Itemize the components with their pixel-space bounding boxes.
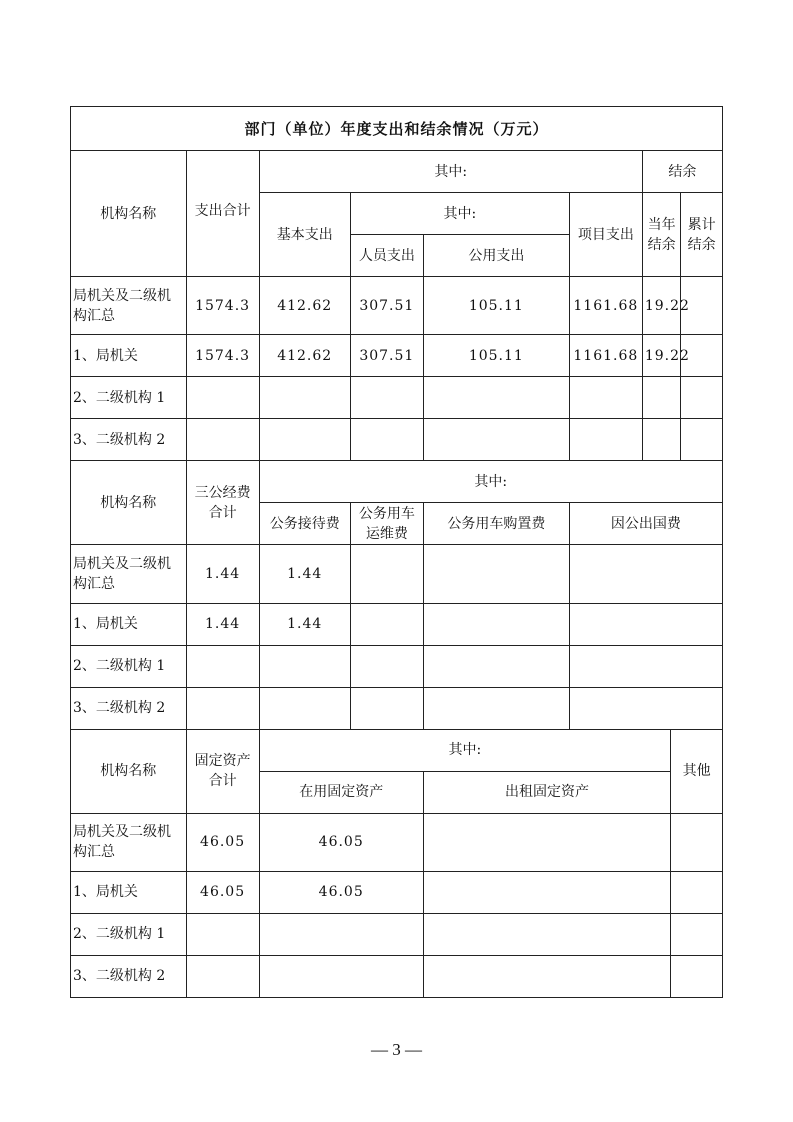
s2-row-total xyxy=(186,687,259,729)
s2-row-reception xyxy=(259,687,350,729)
s2-row-total: 1.44 xyxy=(186,545,259,603)
s1-row-org: 局机关及二级机构汇总 xyxy=(71,277,187,335)
s3-row-in-use: 46.05 xyxy=(259,871,423,913)
s2-row-vehicle-purchase xyxy=(423,687,569,729)
s1-row-project xyxy=(569,377,642,419)
table-row xyxy=(71,277,723,335)
s1-row-public: 105.11 xyxy=(423,277,569,335)
s1-row-project xyxy=(569,419,642,461)
s2-header-vehicle-ops: 公务用车运维费 xyxy=(350,503,423,545)
s1-row-public xyxy=(423,377,569,419)
table-row xyxy=(71,603,723,645)
s1-row-total: 1574.3 xyxy=(186,335,259,377)
s3-row-in-use: 46.05 xyxy=(259,813,423,871)
s1-header-project: 项目支出 xyxy=(569,193,642,277)
s1-row-org: 2、二级机构 1 xyxy=(71,377,187,419)
s2-header-vehicle-purchase: 公务用车购置费 xyxy=(423,503,569,545)
s1-row-personnel xyxy=(350,377,423,419)
s3-row-total: 46.05 xyxy=(186,813,259,871)
s2-row-abroad xyxy=(569,687,722,729)
s2-row-total: 1.44 xyxy=(186,603,259,645)
s1-header-org: 机构名称 xyxy=(71,151,187,277)
s3-header-other: 其他 xyxy=(671,729,723,813)
s2-row-org: 局机关及二级机构汇总 xyxy=(71,545,187,603)
s1-row-accum-balance xyxy=(681,377,723,419)
s2-row-vehicle-purchase xyxy=(423,545,569,603)
s3-row-org: 1、局机关 xyxy=(71,871,187,913)
s3-row-org: 局机关及二级机构汇总 xyxy=(71,813,187,871)
s2-row-abroad xyxy=(569,603,722,645)
s2-row-reception: 1.44 xyxy=(259,603,350,645)
s2-row-org: 3、二级机构 2 xyxy=(71,687,187,729)
s1-row-year-balance: 19.22 xyxy=(642,335,681,377)
s2-row-org: 2、二级机构 1 xyxy=(71,645,187,687)
s2-row-vehicle-purchase xyxy=(423,603,569,645)
s1-row-personnel xyxy=(350,419,423,461)
s2-row-abroad xyxy=(569,545,722,603)
s1-header-balance: 结余 xyxy=(642,151,722,193)
s2-header-org: 机构名称 xyxy=(71,461,187,545)
table-row xyxy=(71,871,723,913)
s3-row-rented xyxy=(423,955,670,997)
s3-row-rented xyxy=(423,813,670,871)
s1-row-personnel: 307.51 xyxy=(350,335,423,377)
s2-row-vehicle-ops xyxy=(350,645,423,687)
s1-row-basic xyxy=(259,377,350,419)
s3-row-org: 2、二级机构 1 xyxy=(71,913,187,955)
s3-row-total xyxy=(186,955,259,997)
s3-row-rented xyxy=(423,913,670,955)
s1-header-sub-of-which: 其中: xyxy=(350,193,569,235)
s1-header-public: 公用支出 xyxy=(423,235,569,277)
table-row xyxy=(71,545,723,603)
s2-row-reception xyxy=(259,645,350,687)
s2-row-org: 1、局机关 xyxy=(71,603,187,645)
s2-header-total: 三公经费合计 xyxy=(186,461,259,545)
s1-row-total: 1574.3 xyxy=(186,277,259,335)
s2-row-vehicle-purchase xyxy=(423,645,569,687)
s1-row-year-balance xyxy=(642,377,681,419)
s2-header-abroad: 因公出国费 xyxy=(569,503,722,545)
s2-row-reception: 1.44 xyxy=(259,545,350,603)
page-number: — 3 — xyxy=(371,1040,422,1059)
s1-row-project: 1161.68 xyxy=(569,335,642,377)
s2-row-vehicle-ops xyxy=(350,603,423,645)
s3-header-of-which: 其中: xyxy=(259,729,671,771)
s1-row-basic xyxy=(259,419,350,461)
s3-row-in-use xyxy=(259,955,423,997)
s3-row-other xyxy=(671,955,723,997)
table-row xyxy=(71,645,723,687)
table-row xyxy=(71,419,723,461)
s2-header-reception: 公务接待费 xyxy=(259,503,350,545)
s1-row-accum-balance xyxy=(681,419,723,461)
s1-row-basic: 412.62 xyxy=(259,277,350,335)
s1-header-year-balance: 当年结余 xyxy=(642,193,681,277)
table-title: 部门（单位）年度支出和结余情况（万元） xyxy=(71,107,723,151)
s3-row-other xyxy=(671,813,723,871)
s1-row-org: 1、局机关 xyxy=(71,335,187,377)
s3-header-org: 机构名称 xyxy=(71,729,187,813)
s1-row-total xyxy=(186,377,259,419)
s3-row-total xyxy=(186,913,259,955)
s2-row-vehicle-ops xyxy=(350,545,423,603)
table-row xyxy=(71,687,723,729)
s1-header-total: 支出合计 xyxy=(186,151,259,277)
s3-row-other xyxy=(671,913,723,955)
s3-row-in-use xyxy=(259,913,423,955)
s3-row-org: 3、二级机构 2 xyxy=(71,955,187,997)
table-row xyxy=(71,335,723,377)
expenditure-table xyxy=(70,106,723,998)
s2-row-vehicle-ops xyxy=(350,687,423,729)
s1-row-public: 105.11 xyxy=(423,335,569,377)
s1-header-basic: 基本支出 xyxy=(259,193,350,277)
s2-header-of-which: 其中: xyxy=(259,461,722,503)
s1-row-year-balance: 19.22 xyxy=(642,277,681,335)
s1-header-of-which: 其中: xyxy=(259,151,642,193)
s1-row-project: 1161.68 xyxy=(569,277,642,335)
s3-header-in-use: 在用固定资产 xyxy=(259,771,423,813)
s1-row-personnel: 307.51 xyxy=(350,277,423,335)
s1-header-personnel: 人员支出 xyxy=(350,235,423,277)
s3-header-rented: 出租固定资产 xyxy=(423,771,670,813)
s2-row-total xyxy=(186,645,259,687)
table-row xyxy=(71,913,723,955)
s3-header-total: 固定资产合计 xyxy=(186,729,259,813)
s1-row-public xyxy=(423,419,569,461)
s3-row-rented xyxy=(423,871,670,913)
s1-row-total xyxy=(186,419,259,461)
s1-header-accum-balance: 累计结余 xyxy=(681,193,723,277)
s3-row-total: 46.05 xyxy=(186,871,259,913)
table-row xyxy=(71,813,723,871)
s1-row-year-balance xyxy=(642,419,681,461)
s1-row-basic: 412.62 xyxy=(259,335,350,377)
s2-row-abroad xyxy=(569,645,722,687)
table-row xyxy=(71,955,723,997)
s3-row-other xyxy=(671,871,723,913)
s1-row-org: 3、二级机构 2 xyxy=(71,419,187,461)
table-row xyxy=(71,377,723,419)
